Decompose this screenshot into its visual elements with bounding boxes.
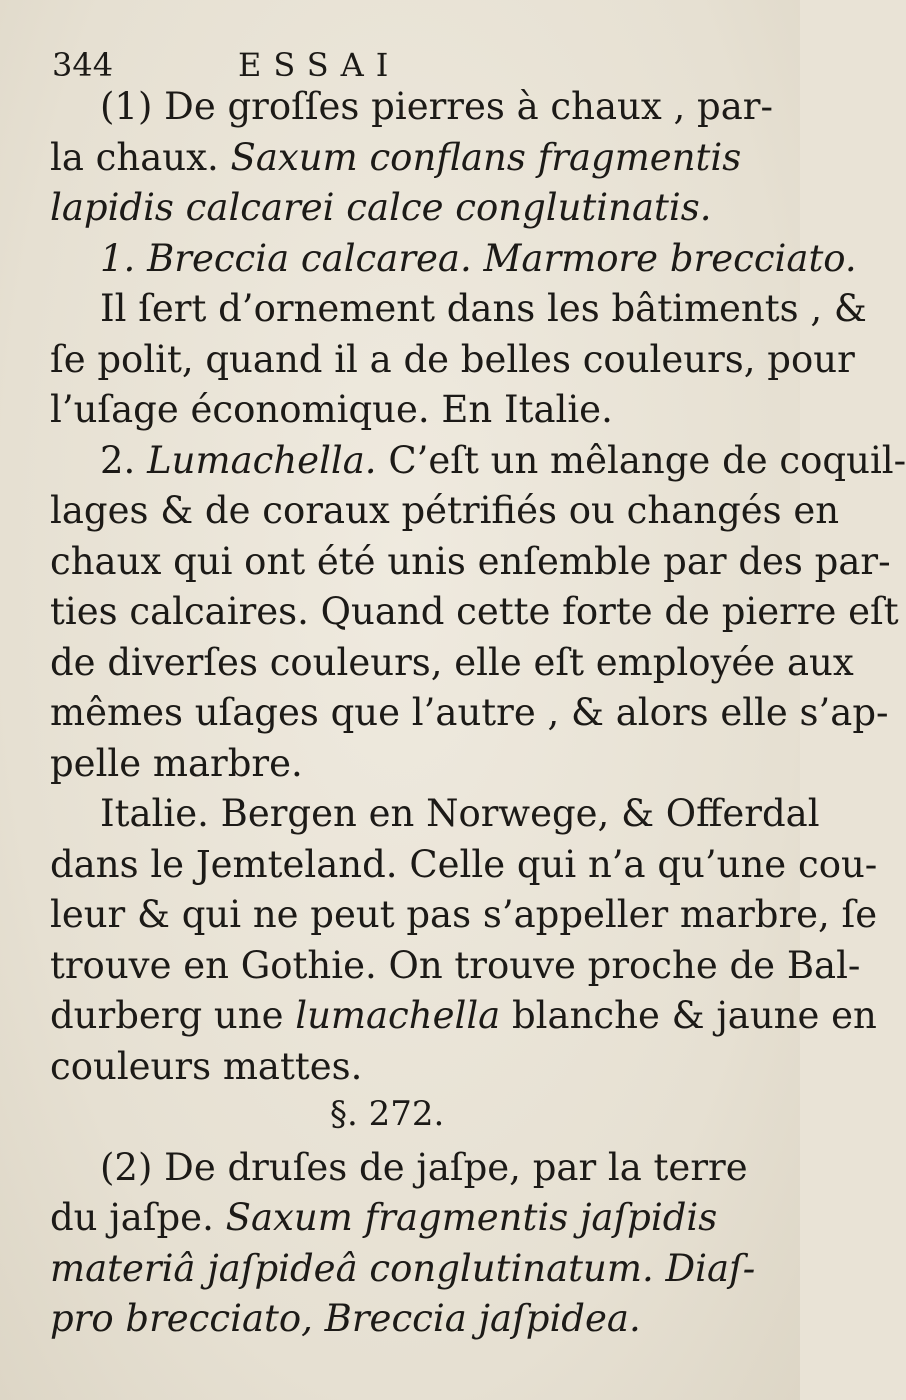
entry2-latin-2 [50,1246,755,1292]
locations-line-2: dans le Jemteland. Celle qui n’a qu’une cou- [50,842,878,886]
entry2-latin-2a: materiâ jaſpideâ conglutinatum. [50,1246,654,1290]
item2-desc-2: lages & de coraux pétrifiés ou changés en [50,489,840,532]
item2-desc-3: chaux qui ont été unis enſemble par des par- [50,539,891,583]
item2-heading [100,438,906,484]
item1-heading [100,236,857,282]
entry1-latin-2: lapidis calcarei calce conglutinatis. [50,186,712,229]
locations-line-5a: durberg une [50,994,284,1037]
entry1-latin-1: Saxum conflans fragmentis [230,135,742,179]
entry1-title-cont [50,135,741,181]
item2-desc-4: ties calcaires. Quand cette forte de pierre eſt [50,590,899,633]
item2-name: Lumachella. [147,438,377,482]
entry2-title-cont-text: du jaſpe. [50,1196,214,1239]
entry2-title-cont [50,1195,717,1241]
item1-name: 1. Breccia calcarea. [100,236,472,280]
entry2-latin-1: Saxum fragmentis jaſpidis [225,1196,718,1239]
locations-line-1: Italie. Bergen en Norwege, & Offerdal [100,792,820,835]
item2-desc-5: de diverſes couleurs, elle eſt employée aux [50,640,854,684]
item2-desc-6: mêmes uſages que l’autre , & alors elle s’ap- [50,691,889,734]
item1-desc-3: l’uſage économique. En Italie. [50,388,613,431]
entry1-title-cont-text: la chaux. [50,135,219,179]
page-number: 344 [52,46,114,84]
item2-label: 2. [100,438,136,482]
locations-line-5c: blanche & jaune en [512,994,877,1037]
locations-line-3: leur & qui ne peut pas s’appeller marbre, ſe [50,893,878,936]
section-heading: §. 272. [330,1094,445,1134]
locations-line-4: trouve en Gothie. On trouve proche de Bal- [50,943,861,987]
item1-desc-2: ſe polit, quand il a de belles couleurs, pour [50,337,855,381]
item2-desc-1: C’eſt un mêlange de coquil- [388,438,906,482]
locations-lumachella: lumachella [295,994,501,1037]
item1-desc-1: Il ſert d’ornement dans les bâtiments , & [100,287,867,330]
entry2-latin-2b: Diaſ- [665,1246,756,1290]
running-head-title: ESSAI [238,46,401,84]
entry2-title: (2) De druſes de jaſpe, par la terre [100,1145,748,1189]
entry1-title: (1) De groſſes pierres à chaux , par- [100,85,773,128]
item2-desc-7: pelle marbre. [50,741,303,785]
entry2-latin-3: pro brecciato, Breccia jaſpidea. [50,1297,641,1340]
locations-line-6: couleurs mattes. [50,1044,363,1088]
item1-italian: Marmore brecciato. [483,236,857,280]
locations-line-5 [50,993,877,1039]
